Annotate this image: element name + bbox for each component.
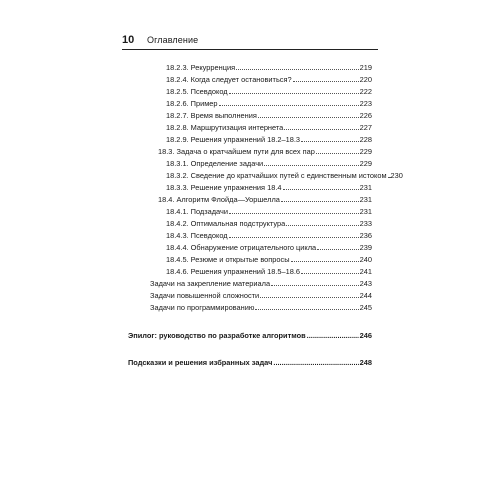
toc-entry-page: 220 — [359, 75, 372, 84]
dot-leader — [219, 105, 359, 106]
toc-entry[interactable] — [166, 207, 372, 216]
toc-entry-page: 229 — [359, 159, 372, 168]
toc-entry-page: 248 — [359, 358, 372, 367]
toc-entry-title: 18.4.6. Решения упражнений 18.5–18.6 — [166, 267, 300, 276]
dot-leader — [260, 297, 358, 298]
toc-entry-title: 18.3. Задача о кратчайшем пути для всех пар — [158, 147, 315, 156]
toc-entry-title: 18.2.5. Псевдокод — [166, 87, 228, 96]
toc-entry-page: 244 — [359, 291, 372, 300]
toc-entry-page: 229 — [359, 147, 372, 156]
dot-leader — [255, 309, 358, 310]
toc-chapter-entry[interactable] — [128, 358, 372, 367]
toc-entry-title: 18.4.2. Оптимальная подструктура — [166, 219, 286, 228]
dot-leader — [286, 225, 358, 226]
toc-entry-page: 233 — [359, 219, 372, 228]
toc-entry-page: 231 — [359, 183, 372, 192]
toc-entry-page: 240 — [359, 255, 372, 264]
toc-entry-page: 239 — [359, 243, 372, 252]
toc-entry[interactable] — [166, 63, 372, 72]
toc-entry-page: 222 — [359, 87, 372, 96]
toc-entry-title: 18.3.3. Решение упражнения 18.4 — [166, 183, 282, 192]
toc-entry[interactable] — [166, 171, 403, 180]
toc-entry-title: 18.2.9. Решения упражнений 18.2–18.3 — [166, 135, 300, 144]
toc-entry[interactable] — [166, 135, 372, 144]
toc-entry[interactable] — [150, 303, 372, 312]
toc-entry-page: 219 — [359, 63, 372, 72]
toc-entry-title: 18.4.1. Подзадачи — [166, 207, 228, 216]
toc-entry[interactable] — [158, 147, 372, 156]
toc-entry-page: 223 — [359, 99, 372, 108]
toc-entry-title: Задачи повышенной сложности — [150, 291, 260, 300]
toc-entry-title: 18.4.4. Обнаружение отрицательного цикла — [166, 243, 317, 252]
toc-entry-title: Эпилог: руководство по разработке алгоритмов — [128, 331, 306, 340]
toc-entry[interactable] — [166, 123, 372, 132]
dot-leader — [273, 358, 358, 367]
toc-entry[interactable] — [166, 87, 372, 96]
toc-entry-page: 230 — [390, 171, 403, 180]
toc-entry-page: 236 — [359, 231, 372, 240]
dot-leader — [307, 331, 359, 340]
dot-leader — [229, 237, 359, 238]
toc-entry-page: 231 — [359, 195, 372, 204]
toc-entry-title: 18.2.3. Рекурренция — [166, 63, 236, 72]
dot-leader — [284, 129, 358, 130]
toc-entry-title: Подсказки и решения избранных задач — [128, 358, 273, 367]
toc-entry-page: 226 — [359, 111, 372, 120]
dot-leader — [317, 249, 359, 250]
toc-entry-page: 246 — [359, 331, 372, 340]
dot-leader — [301, 141, 359, 142]
toc-entry-title: 18.2.4. Когда следует остановиться? — [166, 75, 292, 84]
toc-entry-page: 228 — [359, 135, 372, 144]
toc-entry[interactable] — [166, 99, 372, 108]
dot-leader — [229, 213, 359, 214]
toc-entry-title: 18.4. Алгоритм Флойда—Уоршелла — [158, 195, 280, 204]
toc-entry[interactable] — [166, 243, 372, 252]
toc-entry[interactable] — [166, 231, 372, 240]
toc-entry[interactable] — [158, 195, 372, 204]
toc-entry[interactable] — [166, 159, 372, 168]
toc-entry-page: 245 — [359, 303, 372, 312]
toc-entry[interactable] — [166, 111, 372, 120]
toc-entry-page: 241 — [359, 267, 372, 276]
toc-entry-title: 18.4.3. Псевдокод — [166, 231, 228, 240]
section-title: Оглавление — [147, 35, 199, 45]
toc-entry-page: 243 — [359, 279, 372, 288]
dot-leader — [291, 261, 359, 262]
toc-entry-title: 18.2.8. Маршрутизация интернета — [166, 123, 284, 132]
toc-entry[interactable] — [166, 183, 372, 192]
toc-entry-title: 18.3.2. Сведение до кратчайших путей с единственным истоком — [166, 171, 387, 180]
toc-entry[interactable] — [166, 75, 372, 84]
toc-entry-title: Задачи на закрепление материала — [150, 279, 271, 288]
dot-leader — [229, 93, 359, 94]
toc-entry[interactable] — [166, 267, 372, 276]
dot-leader — [283, 189, 359, 190]
toc-entry-title: 18.2.6. Пример — [166, 99, 218, 108]
toc-entry-page: 227 — [359, 123, 372, 132]
dot-leader — [316, 153, 359, 154]
toc-entry[interactable] — [150, 291, 372, 300]
dot-leader — [264, 165, 358, 166]
toc-entry-page: 231 — [359, 207, 372, 216]
dot-leader — [271, 285, 359, 286]
page-number: 10 — [122, 34, 135, 46]
toc-entry[interactable] — [166, 255, 372, 264]
dot-leader — [236, 69, 359, 70]
toc-entry-title: 18.2.7. Время выполнения — [166, 111, 257, 120]
dot-leader — [301, 273, 359, 274]
toc-entry-title: 18.3.1. Определение задачи — [166, 159, 264, 168]
toc-chapter-entry[interactable] — [128, 331, 372, 340]
dot-leader — [258, 117, 359, 118]
dot-leader — [281, 201, 359, 202]
toc-entry[interactable] — [166, 219, 372, 228]
toc-entry-title: Задачи по программированию — [150, 303, 255, 312]
toc-entry[interactable] — [150, 279, 372, 288]
toc-entry-title: 18.4.5. Резюме и открытые вопросы — [166, 255, 290, 264]
dot-leader — [293, 81, 359, 82]
